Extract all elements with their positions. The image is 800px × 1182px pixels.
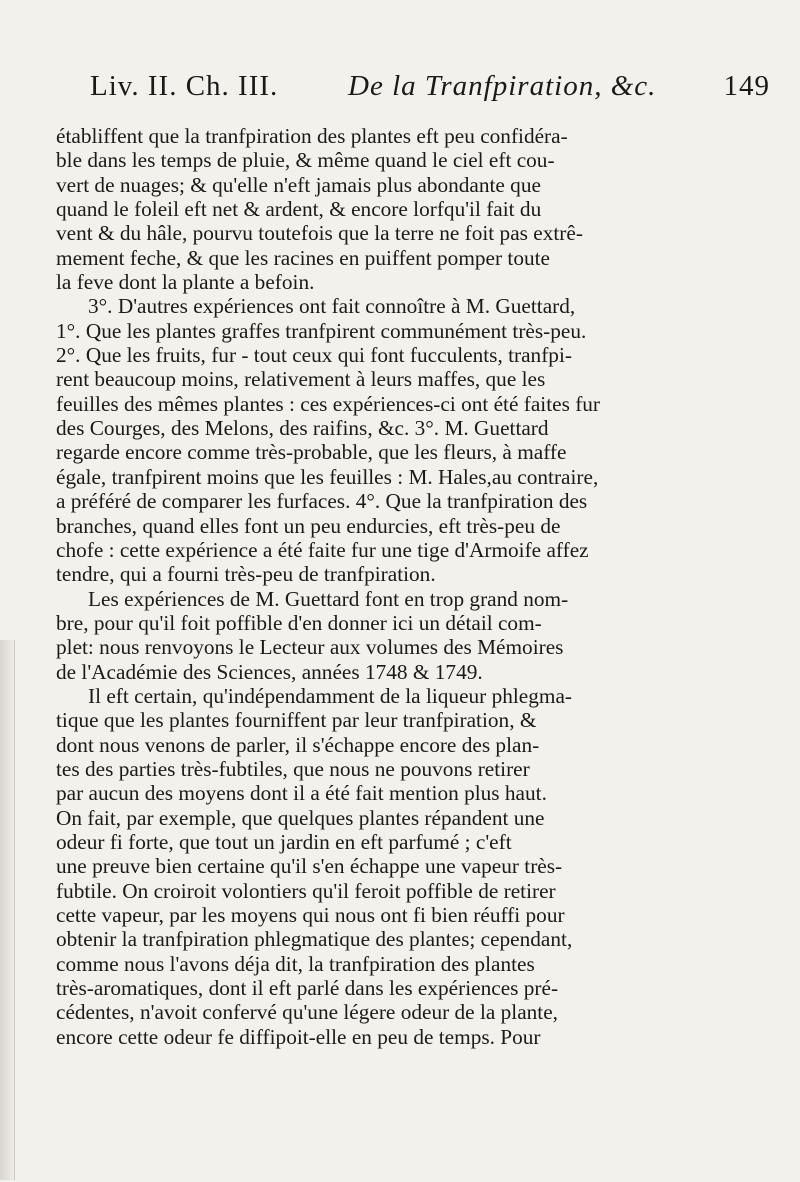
text-line: quand le foleil eft net & ardent, & encore lorfqu'il fait du (56, 197, 542, 222)
text-line: vent & du hâle, pourvu toutefois que la terre ne foit pas extrê- (56, 221, 583, 246)
text-line: bre, pour qu'il foit poffible d'en donner ici un détail com- (56, 610, 542, 635)
text-line: 1°. Que les plantes graffes tranfpirent communément très-peu. (56, 318, 587, 343)
text-line: branches, quand elles font un peu endurcies, eft très-peu de (56, 513, 561, 538)
text-line: 3°. D'autres expériences ont fait connoître à M. Guettard, (88, 294, 576, 319)
text-line: feuilles des mêmes plantes : ces expériences-ci ont été faites fur (56, 391, 601, 416)
text-line: rent beaucoup moins, relativement à leurs maffes, que les (56, 367, 546, 392)
text-line: par aucun des moyens dont il a été fait mention plus haut. (56, 781, 547, 806)
text-line: a préféré de comparer les furfaces. 4°. Que la tranfpiration des (56, 489, 588, 514)
text-line: tique que les plantes fourniffent par leur tranfpiration, & (56, 708, 537, 733)
text-line: des Courges, des Melons, des raifins, &c. 3°. M. Guettard (56, 416, 549, 441)
text-line: égale, tranfpirent moins que les feuilles : M. Hales,au contraire, (56, 464, 599, 489)
text-line: plet: nous renvoyons le Lecteur aux volumes des Mémoires (56, 635, 564, 660)
text-line: une preuve bien certaine qu'il s'en échappe une vapeur très- (56, 854, 563, 879)
text-line: comme nous l'avons déja dit, la tranfpiration des plantes (56, 951, 535, 976)
text-line: tendre, qui a fourni très-peu de tranfpiration. (56, 562, 436, 587)
text-line: odeur fi forte, que tout un jardin en eft parfumé ; c'eft (56, 829, 512, 854)
text-line: tes des parties très-fubtiles, que nous ne pouvons retirer (56, 756, 530, 781)
text-line: chofe : cette expérience a été faite fur une tige d'Armoife affez (56, 537, 589, 562)
running-head (90, 70, 770, 120)
text-line: très-aromatiques, dont il eft parlé dans les expériences pré- (56, 976, 559, 1001)
text-line: de l'Académie des Sciences, années 1748 & 1749. (56, 659, 483, 684)
text-line: ble dans les temps de pluie, & même quand le ciel eft cou- (56, 148, 555, 173)
text-line: établiffent que la tranfpiration des plantes eft peu confidéra- (56, 124, 568, 148)
text-line: mement feche, & que les racines en puiffent pomper toute (56, 245, 550, 270)
text-line: fubtile. On croiroit volontiers qu'il feroit poffible de retirer (56, 878, 556, 903)
text-line: la feve dont la plante a befoin. (56, 270, 315, 295)
page-number: 149 (723, 70, 770, 102)
text-line: regarde encore comme très-probable, que les fleurs, à maffe (56, 440, 567, 465)
text-line: obtenir la tranfpiration phlegmatique des plantes; cependant, (56, 927, 573, 952)
text-line: dont nous venons de parler, il s'échappe encore des plan- (56, 732, 540, 757)
page-binding-edge (0, 640, 15, 1180)
text-line: Il eft certain, qu'indépendamment de la liqueur phlegma- (88, 683, 573, 708)
text-line: 2°. Que les fruits, fur - tout ceux qui font fucculents, tranfpi- (56, 343, 572, 368)
text-line: On fait, par exemple, que quelques plantes répandent une (56, 805, 545, 830)
body-text (56, 124, 792, 1049)
text-line: cédentes, n'avoit confervé qu'une légere odeur de la plante, (56, 1000, 559, 1025)
section-reference: Liv. II. Ch. III. (90, 70, 279, 102)
text-line: encore cette odeur fe diffipoit-elle en peu de temps. Pour (56, 1024, 541, 1049)
text-line: vert de nuages; & qu'elle n'eft jamais plus abondante que (56, 172, 541, 197)
text-line: Les expériences de M. Guettard font en trop grand nom- (88, 586, 569, 611)
text-line: cette vapeur, par les moyens qui nous ont fi bien réuffi pour (56, 903, 565, 927)
chapter-title: De la Tranfpiration, &c. (348, 70, 657, 102)
